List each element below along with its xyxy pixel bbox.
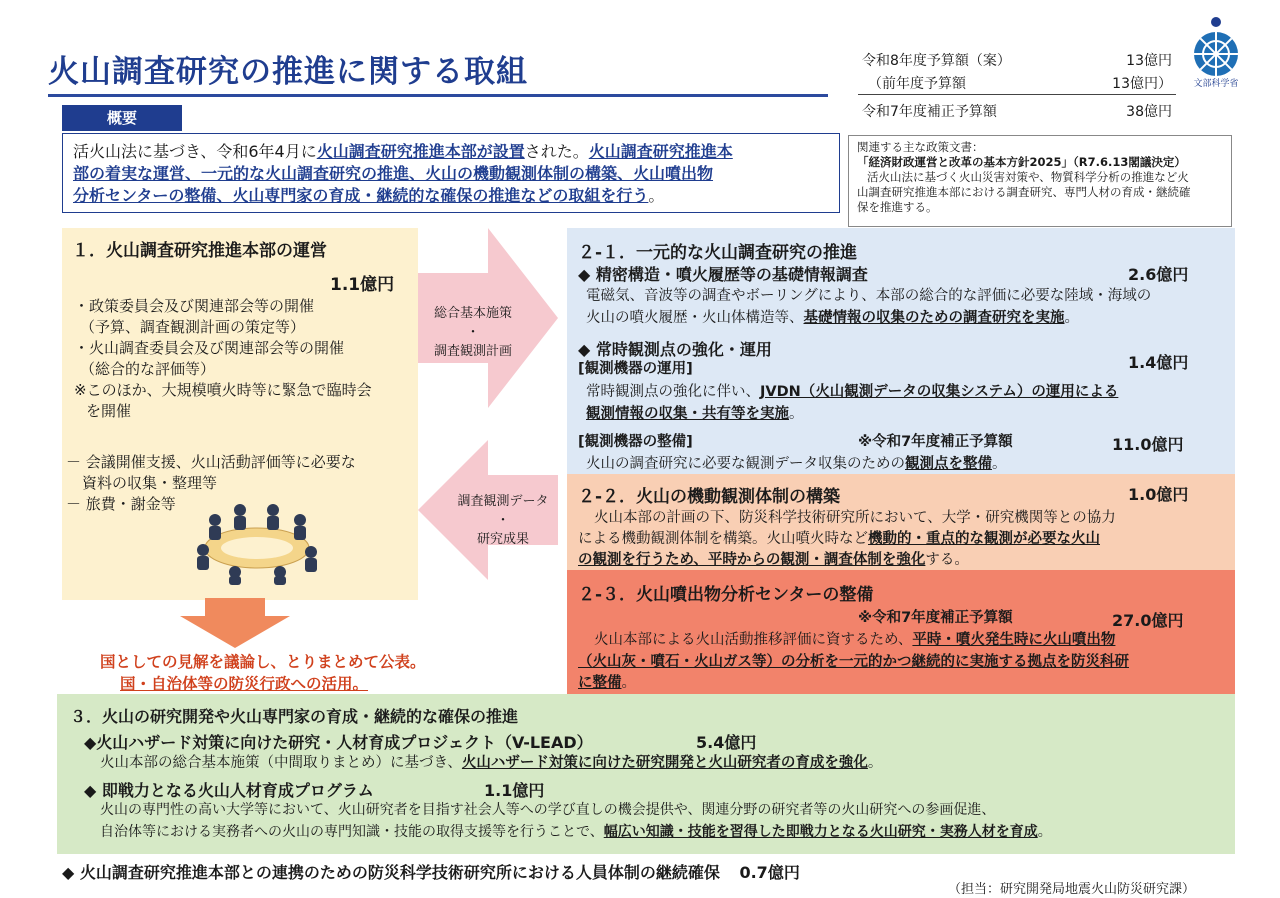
body-highlight: 平時・噴火発生時に火山噴出物 bbox=[912, 632, 1116, 648]
section-2-3-amount: 27.0億円 bbox=[1112, 611, 1184, 630]
support-item: － 会議開催支援、火山活動評価等に必要な bbox=[66, 453, 356, 471]
body-highlight: JVDN（火山観測データの収集システム）の運用による bbox=[760, 384, 1119, 400]
body-text: 常時観測点の強化に伴い、 bbox=[586, 384, 760, 400]
section-1-item: （総合的な評価等） bbox=[80, 360, 216, 378]
section-3-item1-amount: 5.4億円 bbox=[696, 733, 757, 752]
section-2-1-item1-amount: 2.6億円 bbox=[1128, 265, 1189, 284]
arrow-right-label bbox=[418, 302, 528, 359]
conclusion-line-underlined: 国・自治体等の防災行政への活用。 bbox=[120, 675, 369, 693]
body-highlight: 機動的・重点的な観測が必要な火山 bbox=[868, 531, 1100, 547]
budget-label: （前年度予算額 bbox=[868, 76, 966, 92]
section-2-3-title: ２-３．火山噴出物分析センターの整備 bbox=[578, 585, 874, 605]
overview-highlight: 火山調査研究推進本部が設置 bbox=[316, 142, 525, 161]
budget-label: 令和7年度補正予算額 bbox=[862, 104, 997, 120]
section-2-1-item1-title: ◆ 精密構造・噴火履歴等の基礎情報調査 bbox=[578, 265, 868, 284]
body-text: 。 bbox=[621, 675, 636, 691]
body-text: による機動観測体制を構築。火山噴火時など bbox=[578, 531, 868, 547]
section-3-item1-text bbox=[100, 753, 882, 774]
overview-text: 活火山法に基づき、令和6年4月に bbox=[73, 142, 317, 161]
body-highlight: に整備 bbox=[578, 675, 622, 691]
section-1-item: （予算、調査観測計画の策定等） bbox=[80, 318, 306, 336]
section-2-2-text3 bbox=[578, 550, 969, 571]
budget-row-prev bbox=[862, 73, 1172, 93]
section-3-title: ３．火山の研究開発や火山専門家の育成・継続的な確保の推進 bbox=[70, 707, 519, 726]
section-2-2-text2 bbox=[578, 529, 1100, 550]
body-text: 自治体等における実務者への火山の専門知識・技能の取得支援等を行うことで、 bbox=[100, 824, 604, 840]
section-2-1-item2-text2 bbox=[586, 404, 804, 425]
body-highlight: 火山ハザード対策に向けた研究開発と火山研究者の育成を強化 bbox=[461, 755, 868, 771]
policy-text: 山調査研究推進本部における調査研究、専門人材の育成・継続確 bbox=[857, 185, 1191, 199]
section-2-1-item2-amount: 1.4億円 bbox=[1128, 353, 1189, 372]
section-2-2-amount: 1.0億円 bbox=[1128, 485, 1189, 504]
contact-note: （担当：研究開発局地震火山防災研究課） bbox=[948, 882, 1196, 897]
section-1-item: ※このほか、大規模噴火時等に緊急で臨時会 bbox=[74, 381, 372, 399]
overview-highlight: 分析センターの整備、火山専門家の育成・継続的な確保の推進などの取組を行う bbox=[73, 186, 649, 205]
section-1-item: を開催 bbox=[86, 402, 132, 420]
budget-value: 13億円 bbox=[1126, 53, 1172, 69]
arrow-left-label bbox=[448, 490, 558, 547]
overview-line bbox=[73, 185, 829, 207]
page-title: 火山調査研究の推進に関する取組 bbox=[48, 54, 528, 90]
footer-amount: 0.7億円 bbox=[739, 863, 800, 882]
section-2-1-title: ２-１．一元的な火山調査研究の推進 bbox=[578, 243, 858, 263]
support-item: － 旅費・謝金等 bbox=[66, 495, 176, 513]
support-item: 資料の収集・整理等 bbox=[82, 474, 218, 492]
section-3-item2-title: ◆ 即戦力となる火山人材育成プログラム bbox=[84, 781, 374, 800]
section-2-2-text: 火山本部の計画の下、防災科学技術研究所において、大学・研究機関等との協力 bbox=[594, 510, 1116, 526]
section-1-item: ・火山調査委員会及び関連部会等の開催 bbox=[74, 339, 345, 357]
budget-row-fy8 bbox=[862, 50, 1172, 70]
title-underline bbox=[48, 94, 828, 97]
section-1-items bbox=[74, 296, 372, 422]
body-highlight: 基礎情報の収集のための調査研究を実施 bbox=[803, 310, 1065, 326]
section-1-amount: 1.1億円 bbox=[330, 275, 395, 295]
arrow-label-dot: ・ bbox=[466, 325, 480, 340]
body-text: 。 bbox=[1037, 824, 1052, 840]
logo-label: 文部科学省 bbox=[1193, 79, 1239, 89]
overview-line bbox=[73, 163, 829, 185]
section-2-1-item3-text bbox=[586, 454, 1007, 475]
section-2-1-item1-text2 bbox=[586, 308, 1079, 329]
overview-line bbox=[73, 141, 829, 163]
body-text: する。 bbox=[925, 552, 969, 568]
body-highlight: の観測を行うため、平時からの観測・調査体制を強化 bbox=[578, 552, 926, 568]
conclusion-line: 国としての見解を議論し、とりまとめて公表。 bbox=[100, 653, 426, 671]
footer-text: ◆ 火山調査研究推進本部との連携のための防災科学技術研究所における人員体制の継続確保 bbox=[62, 863, 720, 882]
section-2-1-item2-sub: [観測機器の運用] bbox=[578, 361, 693, 377]
overview-highlight: 部の着実な運営、一元的な火山調査研究の推進、火山の機動観測体制の構築、火山噴出物 bbox=[73, 164, 714, 183]
body-text: 。 bbox=[992, 456, 1007, 472]
overview-text: された。 bbox=[524, 142, 589, 161]
section-2-3-text3 bbox=[578, 673, 636, 694]
overview-heading: 概要 bbox=[62, 105, 182, 131]
section-2-1-item2-text bbox=[586, 382, 1118, 403]
footer-item bbox=[62, 860, 800, 883]
body-text: 。 bbox=[1064, 310, 1079, 326]
section-1-item: ・政策委員会及び関連部会等の開催 bbox=[74, 297, 315, 315]
overview-highlight: 火山調査研究推進本 bbox=[588, 142, 733, 161]
body-highlight: 観測情報の収集・共有等を実施 bbox=[586, 406, 789, 422]
policy-text: 活火山法に基づく火山災害対策や、物質科学分析の推進など火 bbox=[867, 170, 1189, 184]
policy-document-title: 「経済財政運営と改革の基本方針2025」（R7.6.13閣議決定） bbox=[857, 155, 1186, 169]
arrow-label-line: 研究成果 bbox=[476, 532, 529, 547]
overview-box bbox=[62, 133, 840, 213]
body-text: 。 bbox=[789, 406, 804, 422]
section-3-item2-text2 bbox=[100, 822, 1052, 843]
arrow-label-dot: ・ bbox=[496, 513, 510, 528]
section-3-item2-text: 火山の専門性の高い大学等において、火山研究者を目指す社会人等への学び直しの機会提供や、関連分野の研究者等の火山研究への参画促進、 bbox=[100, 802, 996, 818]
body-text: 火山本部による火山活動推移評価に資するため、 bbox=[594, 632, 913, 648]
policy-text: 保を推進する。 bbox=[857, 200, 938, 214]
budget-row-supplementary bbox=[862, 101, 1172, 121]
body-text: 火山本部の総合基本施策（中間取りまとめ）に基づき、 bbox=[100, 755, 462, 771]
section-3-item2-amount: 1.1億円 bbox=[484, 781, 545, 800]
arrow-label-line: 調査観測データ bbox=[457, 494, 549, 509]
meeting-illustration-icon bbox=[185, 490, 330, 585]
down-arrow-icon bbox=[180, 598, 290, 648]
section-2-1-item1-text: 電磁気、音波等の調査やボーリングにより、本部の総合的な評価に必要な陸域・海域の bbox=[586, 288, 1152, 304]
section-1-title: １．火山調査研究推進本部の運営 bbox=[72, 241, 327, 261]
body-text: 火山の調査研究に必要な観測データ収集のための bbox=[586, 456, 905, 472]
budget-label: 令和8年度予算額（案） bbox=[862, 53, 1011, 69]
section-2-1-item3-note: ※令和7年度補正予算額 bbox=[858, 434, 1013, 450]
body-text: 。 bbox=[867, 755, 883, 771]
section-2-2-title: ２-２．火山の機動観測体制の構築 bbox=[578, 487, 841, 507]
policy-documents-box bbox=[848, 135, 1232, 227]
policy-heading: 関連する主な政策文書： bbox=[857, 140, 984, 154]
section-2-3-note: ※令和7年度補正予算額 bbox=[858, 610, 1013, 626]
body-highlight: 観測点を整備 bbox=[905, 456, 992, 472]
overview-text: 。 bbox=[648, 186, 665, 205]
body-highlight: 幅広い知識・技能を習得した即戦力となる火山研究・実務人材を育成 bbox=[603, 824, 1038, 840]
body-text: 火山の噴火履歴・火山体構造等、 bbox=[586, 310, 804, 326]
arrow-label-line: 総合基本施策 bbox=[433, 306, 512, 321]
section-2-3-text bbox=[594, 630, 1115, 651]
arrow-label-line: 調査観測計画 bbox=[433, 344, 512, 359]
section-2-3-text2: （火山灰・噴石・火山ガス等）の分析を一元的かつ継続的に実施する拠点を防災科研 bbox=[578, 654, 1129, 670]
section-3-item1-title: ◆火山ハザード対策に向けた研究・人材育成プロジェクト（V-LEAD） bbox=[84, 733, 593, 752]
budget-value: 13億円） bbox=[1112, 76, 1172, 92]
section-2-1-item2-title: ◆ 常時観測点の強化・運用 bbox=[578, 340, 772, 359]
budget-divider bbox=[858, 94, 1176, 95]
budget-value: 38億円 bbox=[1126, 104, 1172, 120]
section-2-1-item3-sub: [観測機器の整備] bbox=[578, 434, 693, 450]
section-2-1-item3-amount: 11.0億円 bbox=[1112, 435, 1184, 454]
